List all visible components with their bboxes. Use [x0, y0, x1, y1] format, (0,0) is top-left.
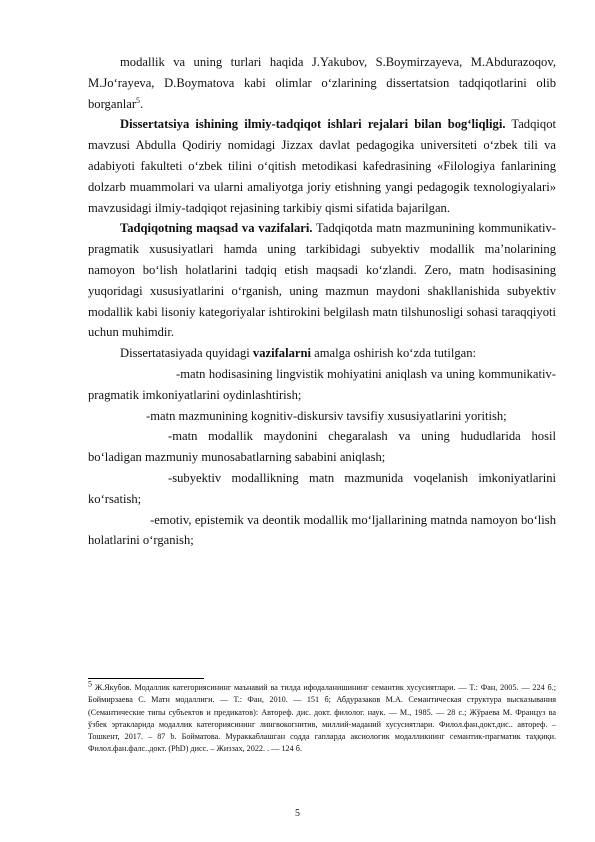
tasks-intro-post: amalga oshirish ko‘zda tutilgan: — [310, 346, 477, 361]
tasks-keyword: vazifalarni — [252, 346, 311, 361]
page-number: 5 — [295, 808, 300, 819]
footnote-marker: 5 — [88, 679, 92, 689]
relation-heading: Dissertatsiya ishining ilmiy-tadqiqot ishlari rejalari bilan bog‘liqligi. — [120, 117, 506, 132]
intro-end: . — [140, 96, 144, 111]
task-item-5: -emotiv, epistemik va deontik modallik mo‘ljallarining matnda namoyon bo‘lish holatlarini o‘rganish; — [88, 512, 556, 548]
paragraph-relation — [88, 114, 556, 218]
task-item-3: -matn modallik maydonini chegaralash va uning hududlarida hosil bo‘ladigan mazmuniy munosabatlarning sababini aniqlash; — [88, 429, 556, 465]
task-item-2: -matn mazmunining kognitiv-diskursiv tavsifiy xususiyatlarini yoritish; — [146, 408, 507, 423]
paragraph-intro — [88, 52, 556, 114]
paragraph-aims — [88, 218, 556, 343]
paragraph-tasks-intro — [88, 343, 556, 364]
task-item-4: -subyektiv modallikning matn mazmunida voqelanish imkoniyatlarini ko‘rsatish; — [88, 470, 556, 506]
intro-text: modallik va uning turlari haqida J.Yakubov, S.Boymirzayeva, M.Abdurazoqov, M.Jo‘rayeva, D.Boymatova kabi olimlar o‘zlarining dissertatsion tadqiqotlarini olib borganlar — [88, 55, 556, 111]
document-body — [88, 52, 556, 551]
task-item-1: -matn hodisasining lingvistik mohiyatini aniqlash va uning kommunikativ-pragmatik imkoniyatlarini oydinlashtirish; — [88, 366, 556, 402]
footnote — [88, 679, 556, 756]
aims-heading: Tadqiqotning maqsad va vazifalari. — [120, 221, 313, 236]
tasks-intro-pre: Dissertatasiyada quyidagi — [120, 346, 253, 361]
aims-text: Tadqiqotda matn mazmunining kommunikativ-pragmatik xususiyatlari hamda uning tarkibidagi subyektiv modallik ma’nolarining namoyon bo‘lish holatlarini tadqiq etish maqsadi ko‘zlandi. Zero, matn hodisasining yuqoridagi xususiyatlarini o‘rganish, uning mazmun maydoni shakllanishida subyektiv modallik kabi lisoniy kategoriyalar ishtirokini belgilash matn tilshunosligi sohasi taraqqiyoti uchun muhimdir. — [88, 221, 556, 340]
relation-text: Tadqiqot mavzusi Abdulla Qodiriy nomidagi Jizzax davlat pedagogika universiteti o‘zbek tili va adabiyoti fakulteti o‘zbek tilini o‘qitish metodikasi kafedrasining «Filologiya fanlarining dolzarb muammolari va ularni amaliyotga joriy etishning yangi pedagogik texnologiyalari» mavzusidagi ilmiy-tadqiqot rejasining tarkibiy qismi sifatida bajarilgan. — [88, 117, 556, 215]
footnote-text: Ж.Якубов. Модаллик категориясининг маънавий ва тилда ифодаланишининг семантик хусусиятлари. — Т.: Фан, 2005. — 224 б.; Боймирзаева С. Матн модаллиги. — Т.: Фан, 2010. — 151 б; Абдуразаков М.А. Семантическая структура высказывания (Семантические типы субъектов и предикатов): Автореф. дис. докт. филолог. наук. — М., 1985. — 28 с.; Жўраева М. Француз ва ўзбек эртакларида модаллик категориясининг лингвокогнитив, миллий-маданий хусусиятлари. Филол.фан.докт.дис.. автореф. – Тошкент, 2017. – 87 b. Бойматова. Мураккаблашган содда гапларда аксиологик модалликнинг семантик-прагматик таҳқиқи. Филол.фан.фалс..докт. (PhD) дисс. – Жиззах, 2022. . — 124 б. — [88, 683, 556, 754]
footnote-separator — [88, 678, 204, 679]
footnote-ref[interactable]: 5 — [136, 95, 141, 105]
